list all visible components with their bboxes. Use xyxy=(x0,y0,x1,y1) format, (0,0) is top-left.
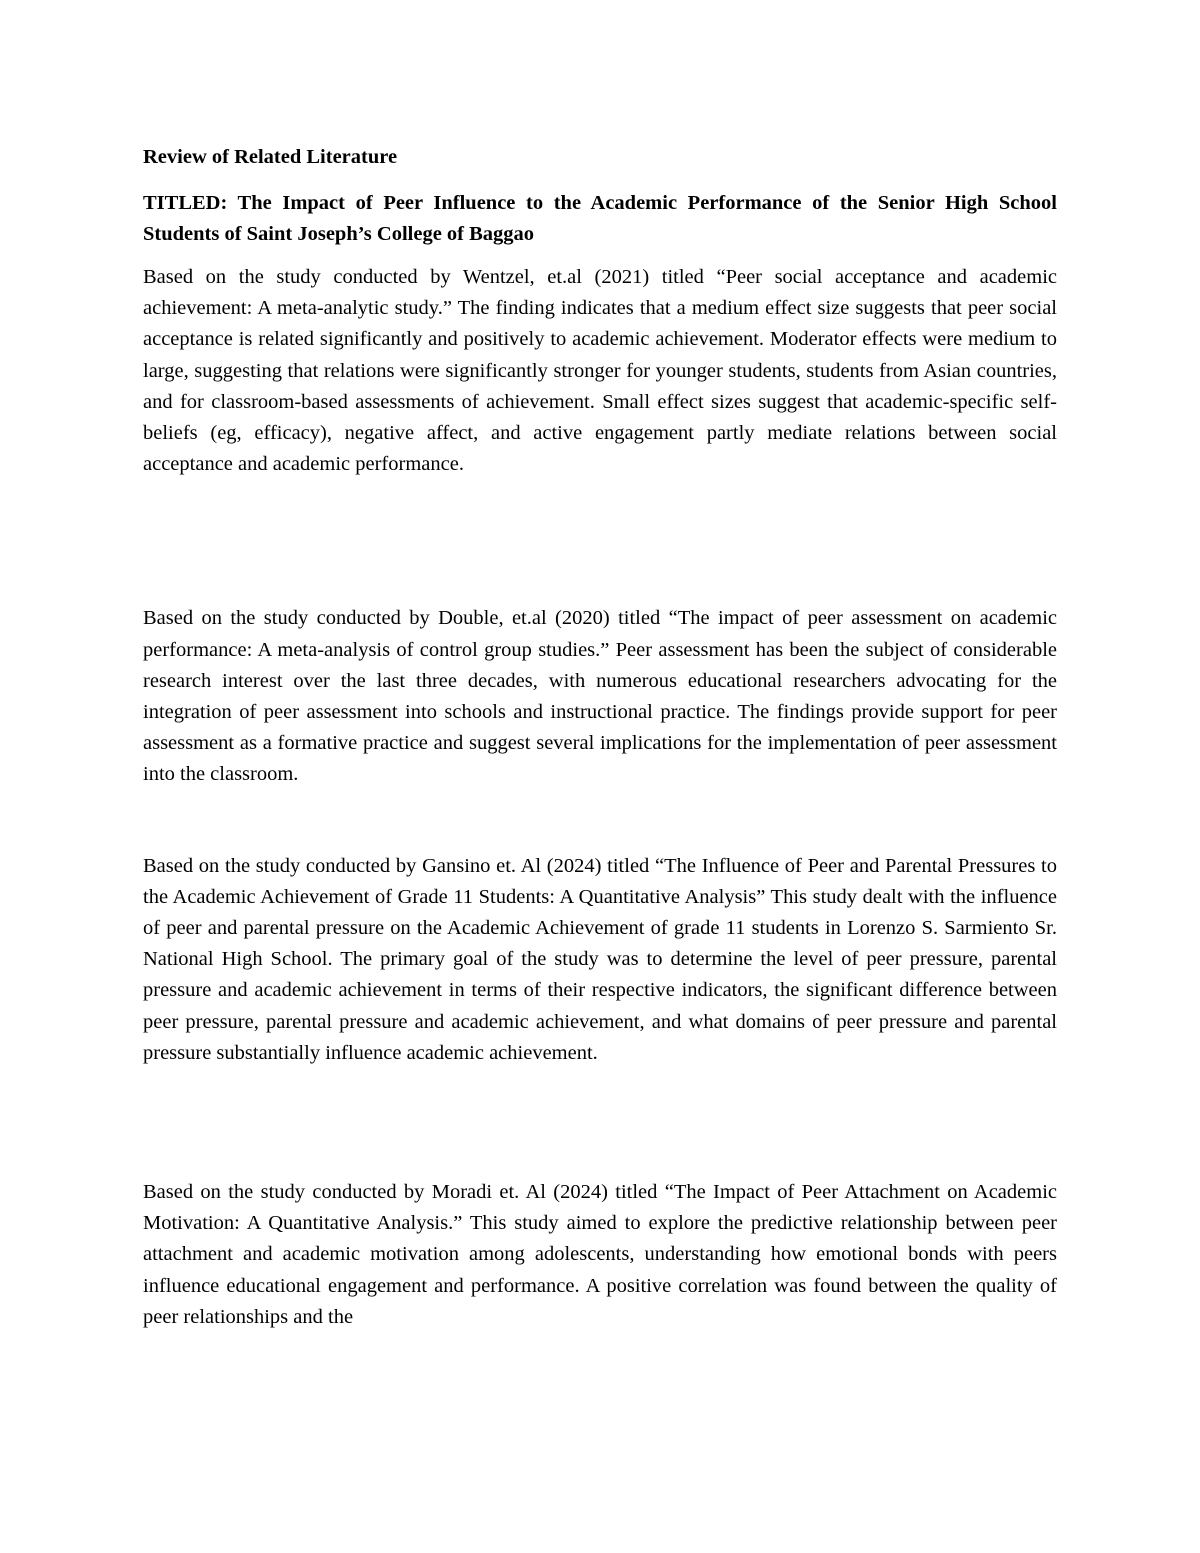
research-title: TITLED: The Impact of Peer Influence to the Academic Performance of the Senior High School Students of Saint Joseph’s College of Baggao xyxy=(143,192,1057,245)
document-body xyxy=(143,142,1057,1333)
paragraph-moradi: Based on the study conducted by Moradi et. Al (2024) titled “The Impact of Peer Attachment on Academic Motivation: A Quantitative Analysis.” This study aimed to explore the predictive relationship between peer attachment and academic motivation among adolescents, understanding how emotional bonds with peers influence educational engagement and performance. A positive correlation was found between the quality of peer relationships and the xyxy=(143,1181,1057,1328)
paragraph-wentzel: Based on the study conducted by Wentzel, et.al (2021) titled “Peer social acceptance and academic achievement: A meta-analytic study.” The finding indicates that a medium effect size suggests that peer social acceptance is related significantly and positively to academic achievement. Moderator effects were medium to large, suggesting that relations were significantly stronger for younger students, students from Asian countries, and for classroom-based assessments of achievement. Small effect sizes suggest that academic-specific self-beliefs (eg, efficacy), negative affect, and active engagement partly mediate relations between social acceptance and academic performance. xyxy=(143,266,1057,476)
section-heading: Review of Related Literature xyxy=(143,146,398,168)
paragraph-double: Based on the study conducted by Double, et.al (2020) titled “The impact of peer assessment on academic performance: A meta-analysis of control group studies.” Peer assessment has been the subject of considerable research interest over the last three decades, with numerous educational researchers advocating for the integration of peer assessment into schools and instructional practice. The findings provide support for peer assessment as a formative practice and suggest several implications for the implementation of peer assessment into the classroom. xyxy=(143,607,1057,786)
paragraph-gansino: Based on the study conducted by Gansino et. Al (2024) titled “The Influence of Peer and Parental Pressures to the Academic Achievement of Grade 11 Students: A Quantitative Analysis” This study dealt with the influence of peer and parental pressure on the Academic Achievement of grade 11 students in Lorenzo S. Sarmiento Sr. National High School. The primary goal of the study was to determine the level of peer pressure, parental pressure and academic achievement in terms of their respective indicators, the significant difference between peer pressure, parental pressure and academic achievement, and what domains of peer pressure and parental pressure substantially influence academic achievement. xyxy=(143,854,1057,1064)
